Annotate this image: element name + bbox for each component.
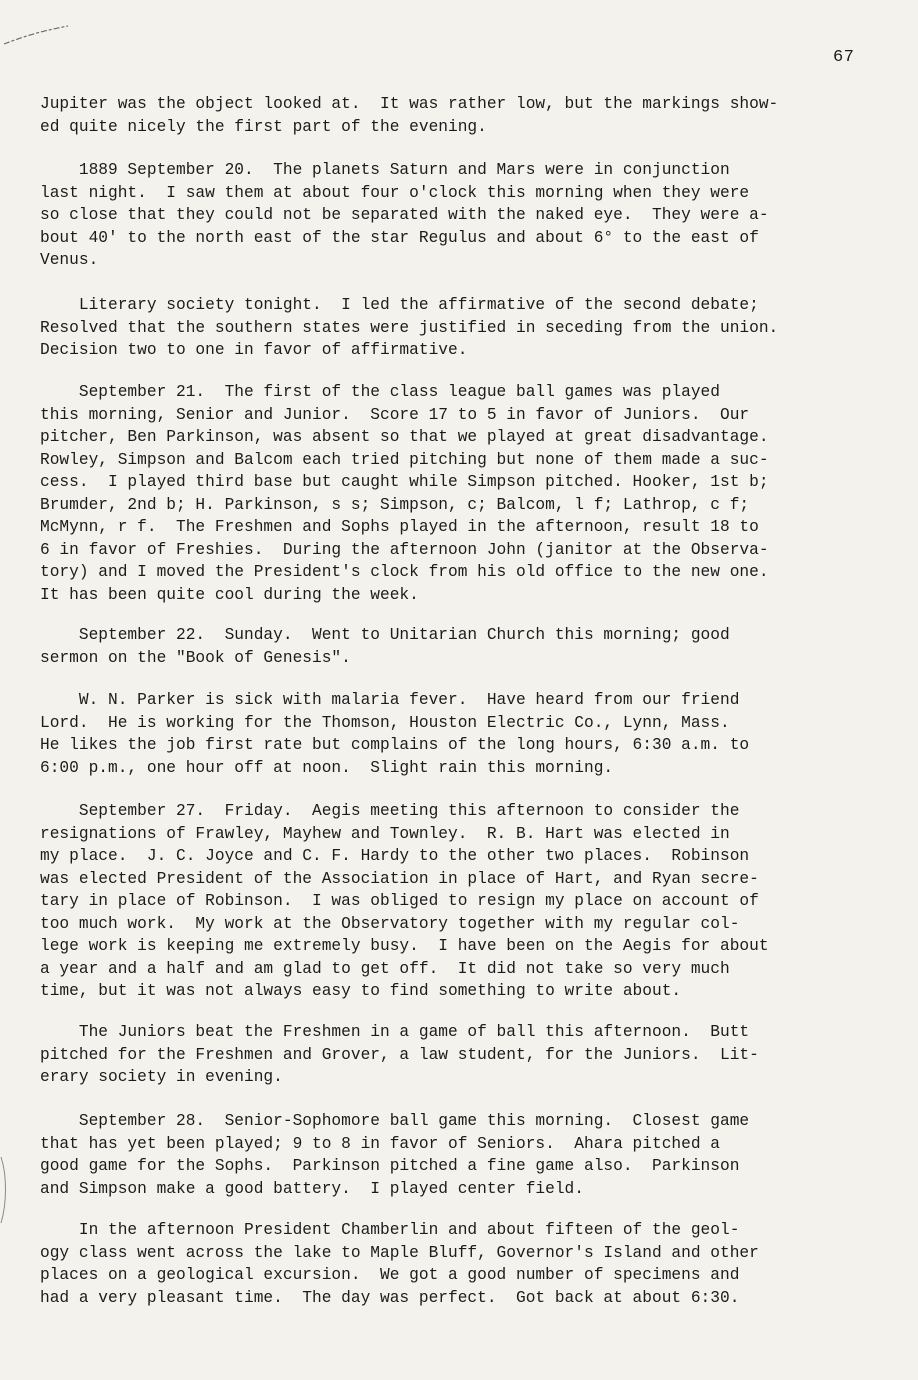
- text-line: time, but it was not always easy to find something to write about.: [40, 982, 682, 1000]
- text-line: September 22. Sunday. Went to Unitarian Church this morning; good: [40, 626, 730, 644]
- text-line: ed quite nicely the first part of the evening.: [40, 117, 487, 136]
- text-line: my place. J. C. Joyce and C. F. Hardy to the other two places. Robinson: [40, 847, 750, 865]
- text-line: Rowley, Simpson and Balcom each tried pitching but none of them made a suc-: [40, 450, 769, 469]
- text-line: He likes the job first rate but complains of the long hours, 6:30 a.m. to: [40, 736, 750, 754]
- paragraph-sept-21: [40, 381, 769, 606]
- text-line: Jupiter was the object looked at. It was rather low, but the markings show-: [40, 95, 779, 113]
- text-line: resignations of Frawley, Mayhew and Townley. R. B. Hart was elected in: [40, 824, 730, 843]
- paragraph-jupiter: [40, 93, 778, 138]
- text-line: 6 in favor of Freshies. During the afternoon John (janitor at the Observa-: [40, 540, 769, 559]
- text-line: was elected President of the Association in place of Hart, and Ryan secre-: [40, 869, 759, 888]
- text-line: good game for the Sophs. Parkinson pitched a fine game also. Parkinson: [40, 1157, 740, 1175]
- text-line: cess. I played third base but caught while Simpson pitched. Hooker, 1st b;: [40, 473, 769, 491]
- paragraph-sept-22: [40, 624, 730, 669]
- paragraph-sept-20: [40, 159, 769, 272]
- text-line: ogy class went across the lake to Maple Bluff, Governor's Island and other: [40, 1243, 759, 1262]
- text-line: The Juniors beat the Freshmen in a game of ball this afternoon. Butt: [40, 1023, 750, 1041]
- text-line: lege work is keeping me extremely busy. I have been on the Aegis for about: [40, 937, 769, 955]
- paragraph-sept-28: [40, 1110, 749, 1200]
- paragraph-literary-society: [40, 294, 778, 362]
- text-line: Decision two to one in favor of affirmative.: [40, 341, 468, 359]
- text-line: Literary society tonight. I led the affirmative of the second debate;: [40, 296, 759, 314]
- paragraph-juniors-freshmen: [40, 1021, 759, 1089]
- text-line: places on a geological excursion. We got a good number of specimens and: [40, 1266, 740, 1284]
- text-line: pitcher, Ben Parkinson, was absent so that we played at great disadvantage.: [40, 428, 769, 446]
- text-line: a year and a half and am glad to get off. It did not take so very much: [40, 959, 730, 978]
- text-line: too much work. My work at the Observatory together with my regular col-: [40, 914, 740, 933]
- text-line: 6:00 p.m., one hour off at noon. Slight rain this morning.: [40, 758, 614, 777]
- text-line: this morning, Senior and Junior. Score 17 to 5 in favor of Juniors. Our: [40, 405, 750, 424]
- text-line: Brumder, 2nd b; H. Parkinson, s s; Simpson, c; Balcom, l f; Lathrop, c f;: [40, 495, 750, 514]
- text-line: It has been quite cool during the week.: [40, 585, 419, 604]
- text-line: W. N. Parker is sick with malaria fever. Have heard from our friend: [40, 691, 740, 709]
- paragraph-parker: [40, 689, 749, 779]
- pencil-stroke-mark: [2, 20, 72, 50]
- text-line: 1889 September 20. The planets Saturn and Mars were in conjunction: [40, 161, 730, 179]
- text-line: Lord. He is working for the Thomson, Houston Electric Co., Lynn, Mass.: [40, 713, 730, 732]
- text-line: September 21. The first of the class league ball games was played: [40, 383, 720, 401]
- text-line: Venus.: [40, 251, 99, 269]
- text-line: pitched for the Freshmen and Grover, a law student, for the Juniors. Lit-: [40, 1045, 759, 1064]
- text-line: bout 40' to the north east of the star Regulus and about 6° to the east of: [40, 228, 759, 247]
- text-line: September 28. Senior-Sophomore ball game this morning. Closest game: [40, 1112, 750, 1130]
- text-line: Resolved that the southern states were justified in seceding from the union.: [40, 318, 779, 337]
- text-line: tary in place of Robinson. I was obliged to resign my place on account of: [40, 892, 759, 910]
- text-line: so close that they could not be separated with the naked eye. They were a-: [40, 206, 769, 224]
- page-number: 67: [833, 48, 855, 67]
- paragraph-sept-27: [40, 800, 769, 1003]
- text-line: erary society in evening.: [40, 1068, 283, 1086]
- text-line: sermon on the "Book of Genesis".: [40, 648, 351, 667]
- text-line: and Simpson make a good battery. I played center field.: [40, 1179, 584, 1198]
- text-line: McMynn, r f. The Freshmen and Sophs played in the afternoon, result 18 to: [40, 518, 759, 536]
- text-line: last night. I saw them at about four o'clock this morning when they were: [40, 183, 750, 202]
- text-line: had a very pleasant time. The day was perfect. Got back at about 6:30.: [40, 1288, 740, 1307]
- margin-curve-mark: [0, 1155, 10, 1225]
- text-line: that has yet been played; 9 to 8 in favor of Seniors. Ahara pitched a: [40, 1134, 720, 1153]
- paragraph-geology-excursion: [40, 1219, 759, 1309]
- text-line: September 27. Friday. Aegis meeting this afternoon to consider the: [40, 802, 740, 820]
- text-line: tory) and I moved the President's clock from his old office to the new one.: [40, 563, 769, 581]
- text-line: In the afternoon President Chamberlin and about fifteen of the geol-: [40, 1221, 740, 1239]
